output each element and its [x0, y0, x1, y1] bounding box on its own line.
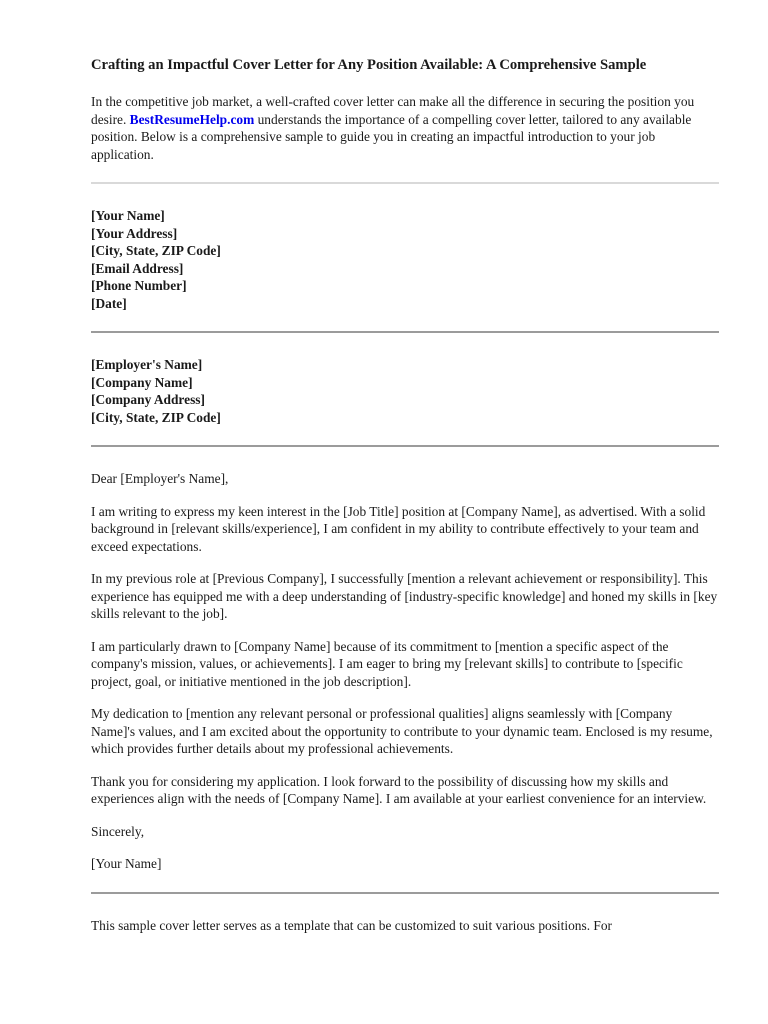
letter-date: [Date]: [91, 295, 127, 311]
brand-link[interactable]: BestResumeHelp.com: [129, 111, 255, 127]
sender-city-state-zip: [City, State, ZIP Code]: [91, 243, 221, 258]
company-name: [Company Name]: [91, 374, 193, 390]
salutation: Dear [Employer's Name],: [91, 471, 229, 486]
intro-text-before: In the competitive job market, a well-crafted cover letter can make all the difference in securing the position you desire.: [91, 94, 695, 127]
body-paragraph-4: My dedication to [mention any relevant personal or professional qualities] aligns seamlessly with [Company Name]'s values, and I am excited about the opportunity to contribute to your dynamic team. Enclosed is my resume, which provides further details about my professional achievements.: [91, 706, 713, 756]
body-paragraph-2: In my previous role at [Previous Company], I successfully [mention a relevant achievement or responsibility]. This experience has equipped me with a deep understanding of [industry-specific knowledge] and honed my skills in [key skills relevant to the job].: [91, 571, 718, 621]
divider-4: [91, 892, 719, 894]
company-address: [Company Address]: [91, 392, 205, 407]
company-city-state-zip: [City, State, ZIP Code]: [91, 409, 221, 425]
sender-phone: [Phone Number]: [91, 278, 187, 293]
employer-name: [Employer's Name]: [91, 357, 203, 372]
intro-text-after: understands the importance of a compelling cover letter, tailored to any available position. Below is a comprehensive sample to guide you in creating an impactful introduction to your job application.: [91, 111, 692, 162]
recipient-block: [91, 356, 719, 426]
body-paragraph-1: I am writing to express my keen interest in the [Job Title] position at [Company Name], as advertised. With a solid background in [relevant skills/experience], I am confident in my ability to contribute effectively to your team and exceed expectations.: [91, 503, 706, 554]
sender-email: [Email Address]: [91, 260, 184, 276]
footer-note: This sample cover letter serves as a template that can be customized to suit various positions. For: [91, 917, 612, 933]
intro-paragraph: [91, 93, 719, 163]
body-paragraph-5: Thank you for considering my application. I look forward to the possibility of discussing how my skills and experiences align with the needs of [Company Name]. I am available at your earliest convenience for an interview.: [91, 773, 707, 806]
signature: [Your Name]: [91, 856, 162, 871]
divider-3: [91, 445, 719, 447]
page-title: Crafting an Impactful Cover Letter for Any Position Available: A Comprehensive Sample: [91, 57, 647, 73]
divider-2: [91, 331, 719, 333]
divider-1: [91, 182, 719, 184]
body-paragraph-3: I am particularly drawn to [Company Name] because of its commitment to [mention a specific aspect of the company's mission, values, or achievements]. I am eager to bring my [relevant skills] to contribute to [specific project, goal, or initiative mentioned in the job description].: [91, 638, 683, 689]
sender-address: [Your Address]: [91, 225, 178, 241]
closing: Sincerely,: [91, 823, 145, 839]
sender-name: [Your Name]: [91, 208, 165, 223]
sender-block: [91, 207, 719, 312]
